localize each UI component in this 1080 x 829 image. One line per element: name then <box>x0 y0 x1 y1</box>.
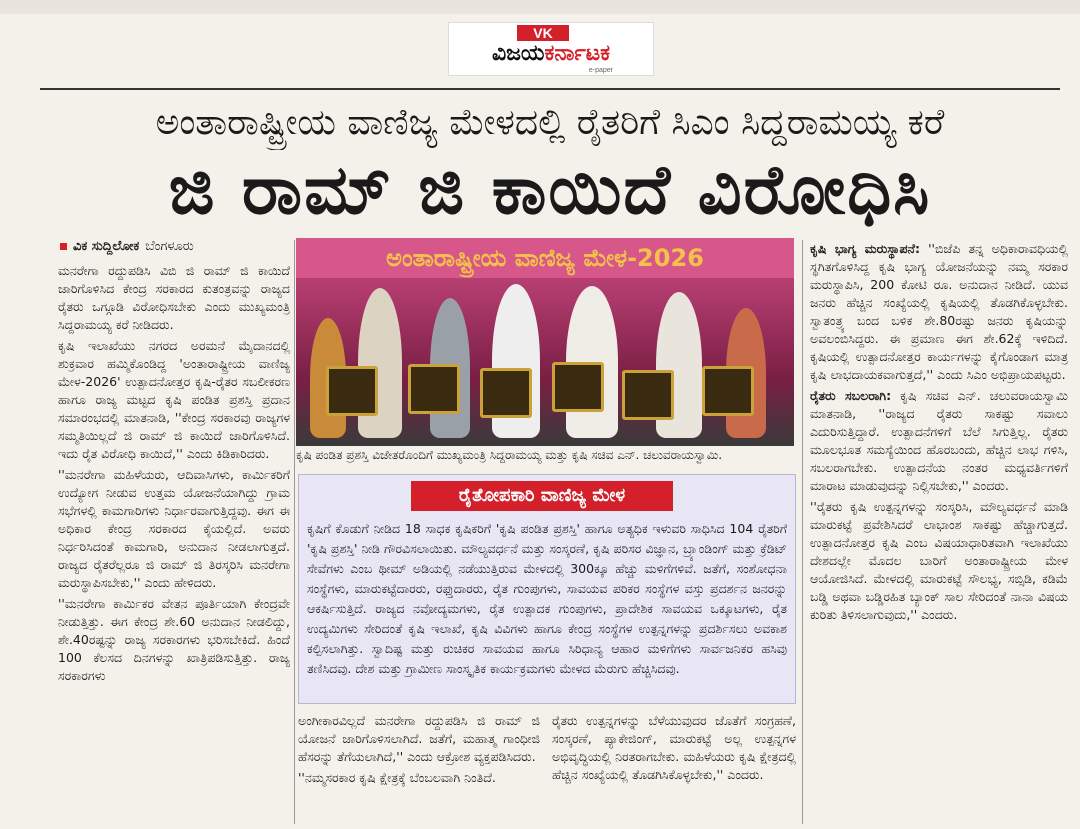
top-rule <box>40 88 1060 90</box>
photo-stage <box>296 278 794 446</box>
paragraph: ''ಮನರೇಗಾ ಮಹಿಳೆಯರು, ಆದಿವಾಸಿಗಳು, ಕಾರ್ಮಿಕರಿಗೆ ಉದ್ಯೋಗ ನೀಡುವ ಉತ್ತಮ ಯೋಜನೆಯಾಗಿದ್ದು ಗ್ರಾಮ ಸಭೆಗಳಲ್ಲಿ ಕಾಮಗಾರಿಗಳು ನಿರ್ಧಾರವಾಗುತ್ತಿದ್ದವು. ಈಗ ಈ ಅಧಿಕಾರ ಕೇಂದ್ರ ಸರಕಾರದ ಕೈಯಲ್ಲಿದೆ. ಅವರು ನಿರ್ಧರಿಸಿದಂತೆ ಕಾಮಗಾರಿ, ಅನುದಾನ ನೀಡಲಾಗುತ್ತದೆ. ರಾಜ್ಯದ ರೈತರೆಲ್ಲರೂ ಜಿ ರಾಮ್ ಜಿ ತಿರಸ್ಕರಿಸಿ ಮನರೇಗಾ ಮರುಸ್ಥಾಪಿಸಬೇಕು,'' ಎಂದು ಹೇಳಿದರು. <box>58 467 290 590</box>
paragraph: ರೈತರು ಉತ್ಪನ್ನಗಳನ್ನು ಬೆಳೆಯುವುದರ ಜೊತೆಗೆ ಸಂಗ್ರಹಣೆ, ಸಂಸ್ಕರಣೆ, ಪ್ಯಾಕೇಜಿಂಗ್, ಮಾರುಕಟ್ಟೆ ಅಲ್ಲ ಉತ್ಪನ್ನಗಳ ಅಭಿವೃದ್ಧಿಯಲ್ಲಿ ನಿರತರಾಗಬೇಕು. ಮಹಿಳೆಯರು ಕೃಷಿ ಕ್ಷೇತ್ರದಲ್ಲಿ ಹೆಚ್ಚಿನ ಸಂಖ್ಯೆಯಲ್ಲಿ ತೊಡಗಿಸಿಕೊಳ್ಳಬೇಕು,'' ಎಂದರು. <box>552 713 796 782</box>
left-column <box>58 262 290 824</box>
article-headline: ಜಿ ರಾಮ್ ಜಿ ಕಾಯಿದೆ ವಿರೋಧಿಸಿ <box>168 151 932 230</box>
previous-page-strip <box>0 0 1080 14</box>
paragraph-text: ಕೃಷಿ ಸಚಿವ ಎನ್. ಚಲುವರಾಯಸ್ವಾಮಿ ಮಾತನಾಡಿ, ''ರಾಜ್ಯದ ರೈತರು ಸಾಕಷ್ಟು ಸವಾಲು ಎದುರಿಸುತ್ತಿದ್ದಾರೆ. ಉತ್ಪಾದನೆಗಳಿಗೆ ಬೆಲೆ ಸಿಗುತ್ತಿಲ್ಲ. ರೈತರು ಮೂಲಭೂತ ಸಮಸ್ಯೆಯಿಂದ ಹೊರಬಂದು, ಹೆಚ್ಚಿನ ಲಾಭ ಗಳಿಸಿ, ಸಬಲರಾಗಬೇಕು. ಉತ್ಪಾದನೆಯ ನಂತರ ಮಧ್ಯವರ್ತಿಗಳಿಗೆ ಮಾರಾಟ ಮಾಡುವುದನ್ನು ನಿಲ್ಲಿಸಬೇಕು,'' ಎಂದರು. <box>810 388 1068 493</box>
award-plaque <box>326 366 378 416</box>
award-plaque <box>408 364 460 414</box>
byline-source: ವಿಕ ಸುದ್ದಿಲೋಕ <box>73 239 140 254</box>
box-title: ರೈತೋಪಕಾರಿ ವಾಣಿಜ್ಯ ಮೇಳ <box>411 481 673 511</box>
paragraph: ''ನಮ್ಮಸರಕಾರ ಕೃಷಿ ಕ್ಷೇತ್ರಕ್ಕೆ ಬೆಂಬಲವಾಗಿ ನಿಂತಿದೆ. <box>298 770 496 785</box>
byline-bullet-icon <box>60 243 67 250</box>
box-body: ಕೃಷಿಗೆ ಕೊಡುಗೆ ನೀಡಿದ 18 ಸಾಧಕ ಕೃಷಿಕರಿಗೆ 'ಕೃಷಿ ಪಂಡಿತ ಪ್ರಶಸ್ತಿ' ಹಾಗೂ ಅತ್ಯಧಿಕ ಇಳುವರಿ ಸಾಧಿಸಿದ 104 ರೈತರಿಗೆ 'ಕೃಷಿ ಪ್ರಶಸ್ತಿ' ನೀಡಿ ಗೌರವಿಸಲಾಯಿತು. ಮೌಲ್ಯವರ್ಧನೆ ಮತ್ತು ಸಂಸ್ಕರಣೆ, ಕೃಷಿ ಪರಿಸರ ವಿಜ್ಞಾನ, ಬ್ರ್ಯಾಂಡಿಂಗ್ ಮತ್ತು ಕ್ರೆಡಿಟ್ ಸೇವೆಗಳು ಎಂಬ ಥೀಮ್ ಅಡಿಯಲ್ಲಿ ನಡೆಯುತ್ತಿರುವ ಮೇಳದಲ್ಲಿ 300ಕ್ಕೂ ಹೆಚ್ಚು ಮಳಿಗೆಗಳಿವೆ. ಜತೆಗೆ, ಸಂಶೋಧನಾ ಸಂಸ್ಥೆಗಳು, ಮಾರುಕಟ್ಟೆದಾರರು, ರಫ್ತುದಾರರು, ರೈತ ಗುಂಪುಗಳು, ಸಾವಯವ ಪರಿಕರ ಸಂಸ್ಥೆಗಳ ವಸ್ತು ಪ್ರದರ್ಶನ ಜನರನ್ನು ಆಕರ್ಷಿಸುತ್ತಿದೆ. ರಾಜ್ಯದ ನವೋದ್ಯಮಗಳು, ರೈತ ಉತ್ಪಾದಕ ಗುಂಪುಗಳು, ಪ್ರಾದೇಶಿಕ ಸಾವಯವ ಒಕ್ಕೂಟಗಳು, ರೈತ ಉದ್ಯಮಿಗಳು ಸೇರಿದಂತೆ ಕೃಷಿ ಇಲಾಖೆ, ಕೃಷಿ ವಿವಿಗಳು ಹಾಗೂ ಕೇಂದ್ರ ಸಂಸ್ಥೆಗಳ ಉತ್ಪನ್ನಗಳನ್ನು ಪ್ರದರ್ಶಿಸಲು ಅವಕಾಶ ಕಲ್ಪಿಸಲಾಗಿತ್ತು. ಸ್ವಾದಿಷ್ಟ ಮತ್ತು ರುಚಿಕರ ಸಾವಯವ ಹಾಗೂ ಸಿರಿಧಾನ್ಯ ಆಹಾರ ಮಳಿಗೆಗಳು ಸಾರ್ವಜನಿಕರ ಹಸಿವು ತಣಿಸಿದವು. ದೇಶ ಮತ್ತು ಗ್ರಾಮೀಣ ಸಾಂಸ್ಕೃತಿಕ ಕಾರ್ಯಕ್ರಮಗಳು ಮೇಳದ ಮೆರುಗು ಹೆಚ್ಚಿಸಿದವು. <box>307 521 787 676</box>
photo-banner: ಅಂತಾರಾಷ್ಟ್ರೀಯ ವಾಣಿಜ್ಯ ಮೇಳ-2026 <box>296 238 794 278</box>
byline <box>60 238 300 256</box>
paragraph: ಅಂಗೀಕಾರವಿಲ್ಲದೆ ಮನರೇಗಾ ರದ್ದುಪಡಿಸಿ ಜಿ ರಾಮ್ ಜಿ ಯೋಜನೆ ಜಾರಿಗೊಳಿಸಲಾಗಿದೆ. ಜತೆಗೆ, ಮಹಾತ್ಮ ಗಾಂಧೀಜಿ ಹೆಸರನ್ನು ತೆಗೆಯಲಾಗಿದೆ,'' ಎಂದು ಆಕ್ರೋಶ ವ್ಯಕ್ತಪಡಿಸಿದರು. <box>298 713 540 764</box>
masthead-name <box>453 41 649 67</box>
paragraph: ಕೃಷಿ ಇಲಾಖೆಯು ನಗರದ ಅರಮನೆ ಮೈದಾನದಲ್ಲಿ ಶುಕ್ರವಾರ ಹಮ್ಮಿಕೊಂಡಿದ್ದ 'ಅಂತಾರಾಷ್ಟ್ರೀಯ ವಾಣಿಜ್ಯ ಮೇಳ-2026' ಉತ್ಪಾದನೋತ್ತರ ಕೃಷಿ-ರೈತರ ಸಬಲೀಕರಣ ಹಾಗೂ ರಾಜ್ಯ ಮಟ್ಟದ ಕೃಷಿ ಪಂಡಿತ ಪ್ರಶಸ್ತಿ ಪ್ರದಾನ ಸಮಾರಂಭದಲ್ಲಿ ಮಾತನಾಡಿ, ''ಕೇಂದ್ರ ಸರಕಾರವು ರಾಜ್ಯಗಳ ಸಮ್ಮತಿಯಿಲ್ಲದೆ ಜಿ ರಾಮ್ ಜಿ ಕಾಯಿದೆ ಜಾರಿಗೊಳಿಸಿದೆ. ಇದು ರೈತ ವಿರೋಧಿ ಕಾಯಿದೆ,'' ಎಂದು ಕಿಡಿಕಾರಿದರು. <box>58 338 290 461</box>
paragraph <box>810 498 1068 624</box>
byline-place: ಬೆಂಗಳೂರು <box>145 239 194 254</box>
paragraph: ಮನರೇಗಾ ರದ್ದುಪಡಿಸಿ ವಿಬಿ ಜಿ ರಾಮ್ ಜಿ ಕಾಯಿದೆ ಜಾರಿಗೊಳಿಸಿದ ಕೇಂದ್ರ ಸರಕಾರದ ಕುತಂತ್ರವನ್ನು ರಾಜ್ಯದ ರೈತರು ಒಗ್ಗೂಡಿ ವಿರೋಧಿಸಬೇಕು ಎಂದು ಮುಖ್ಯಮಂತ್ರಿ ಸಿದ್ದರಾಮಯ್ಯ ಕರೆ ನೀಡಿದರು. <box>58 263 290 332</box>
subheading: ರೈತರು ಸಬಲರಾಗಿ: <box>810 388 892 403</box>
paragraph: ''ಮನರೇಗಾ ಕಾರ್ಮಿಕರ ವೇತನ ಪೂರ್ತಿಯಾಗಿ ಕೇಂದ್ರವೇ ನೀಡುತ್ತಿತ್ತು. ಈಗ ಕೇಂದ್ರ ಶೇ.60 ಅನುದಾನ ನೀಡಲಿದ್ದು, ಶೇ.40ರಷ್ಟನ್ನು ರಾಜ್ಯ ಸರಕಾರಗಳು ಭರಿಸಬೇಕಿದೆ. ಹಿಂದೆ 100 ಕೆಲಸದ ದಿನಗಳನ್ನು ಖಾತ್ರಿಪಡಿಸುತ್ತಿತ್ತು. ರಾಜ್ಯ ಸರಕಾರಗಳು <box>58 596 290 683</box>
paragraph <box>810 240 1068 384</box>
masthead-name-part1: ವಿಜಯ <box>491 41 545 66</box>
event-photo <box>296 238 794 446</box>
column-divider <box>294 240 295 824</box>
paragraph-text: ''ರೈತರು ಕೃಷಿ ಉತ್ಪನ್ನಗಳನ್ನು ಸಂಸ್ಕರಿಸಿ, ಮೌಲ್ಯವರ್ಧನೆ ಮಾಡಿ ಮಾರುಕಟ್ಟೆ ಪ್ರವೇಶಿಸಿದರೆ ಲಾಭಾಂಶ ಸಾಕಷ್ಟು ಹೆಚ್ಚಾಗುತ್ತದೆ. ಉತ್ಪಾದನೋತ್ತರ ಕೃಷಿ ಎಂಬ ವಿಷಯಾಧಾರಿತವಾಗಿ ಇಲಾಖೆಯು ದೇಶದಲ್ಲೇ ಮೊದಲ ಬಾರಿಗೆ ಅಂತಾರಾಷ್ಟ್ರೀಯ ಮೇಳ ಆಯೋಜಿಸಿದೆ. ಮೇಳದಲ್ಲಿ ಮಾರುಕಟ್ಟೆ ಸೌಲಭ್ಯ, ಸಬ್ಸಿಡಿ, ಕಡಿಮೆ ಬಡ್ಡಿ ಅಥವಾ ಬಡ್ಡಿರಹಿತ ಬ್ಯಾಂಕ್ ಸಾಲ ಸೇರಿದಂತೆ ನಾನಾ ವಿಷಯ ಕುರಿತು ತಿಳಿಸಲಾಗುವುದು,'' ಎಂದರು. <box>810 499 1068 622</box>
award-plaque <box>480 368 532 418</box>
sidebar-box <box>298 474 796 704</box>
vk-badge: VK <box>517 25 569 41</box>
middle-column-1 <box>298 712 540 824</box>
award-plaque <box>552 362 604 412</box>
column-divider <box>802 240 803 824</box>
article-kicker: ಅಂತಾರಾಷ್ಟ್ರೀಯ ವಾಣಿಜ್ಯ ಮೇಳದಲ್ಲಿ ರೈತರಿಗೆ ಸಿಎಂ ಸಿದ್ದರಾಮಯ್ಯ ಕರೆ <box>155 102 945 143</box>
award-plaque <box>622 370 674 420</box>
right-column <box>810 240 1068 824</box>
paragraph <box>810 387 1068 495</box>
masthead-logo <box>448 22 654 76</box>
masthead-sub: e-paper <box>588 67 613 74</box>
subheading: ಕೃಷಿ ಭಾಗ್ಯ ಮರುಸ್ಥಾಪನೆ: <box>810 241 920 256</box>
award-plaque <box>702 366 754 416</box>
paragraph-text: ''ಬಿಜೆಪಿ ತನ್ನ ಅಧಿಕಾರಾವಧಿಯಲ್ಲಿ ಸ್ಥಗಿತಗೊಳಿಸಿದ್ದ ಕೃಷಿ ಭಾಗ್ಯ ಯೋಜನೆಯನ್ನು ನಮ್ಮ ಸರಕಾರ ಮರುಸ್ಥಾಪಿಸಿ, 200 ಕೋಟಿ ರೂ. ಅನುದಾನ ನೀಡಿದೆ. ಯುವ ಜನರು ಹೆಚ್ಚಿನ ಸಂಖ್ಯೆಯಲ್ಲಿ ಕೃಷಿಯಲ್ಲಿ ತೊಡಗಿಕೊಳ್ಳಬೇಕು. ಸ್ವಾತಂತ್ರ್ಯ ಬಂದ ಬಳಿಕ ಶೇ.80ರಷ್ಟು ಜನರು ಕೃಷಿಯನ್ನು ಅವಲಂಬಿಸಿದ್ದರು. ಈ ಪ್ರಮಾಣ ಈಗ ಶೇ.62ಕ್ಕೆ ಇಳಿದಿದೆ. ಕೃಷಿಯಲ್ಲಿ ಉತ್ಪಾದನೋತ್ತರ ಕಾರ್ಯಗಳನ್ನು ಕೈಗೊಂಡಾಗ ಮಾತ್ರ ಕೃಷಿ ಲಾಭದಾಯಕವಾಗುತ್ತದೆ,'' ಎಂದು ಸಿಎಂ ಅಭಿಪ್ರಾಯಪಟ್ಟರು. <box>810 241 1068 382</box>
photo-caption: ಕೃಷಿ ಪಂಡಿತ ಪ್ರಶಸ್ತಿ ವಿಜೇತರೊಂದಿಗೆ ಮುಖ್ಯಮಂತ್ರಿ ಸಿದ್ದರಾಮಯ್ಯ ಮತ್ತು ಕೃಷಿ ಸಚಿವ ಎನ್. ಚಲುವರಾಯಸ್ವಾಮಿ. <box>296 448 723 462</box>
masthead-name-part2: ಕರ್ನಾಟಕ <box>544 41 611 66</box>
middle-column-2 <box>552 712 796 824</box>
